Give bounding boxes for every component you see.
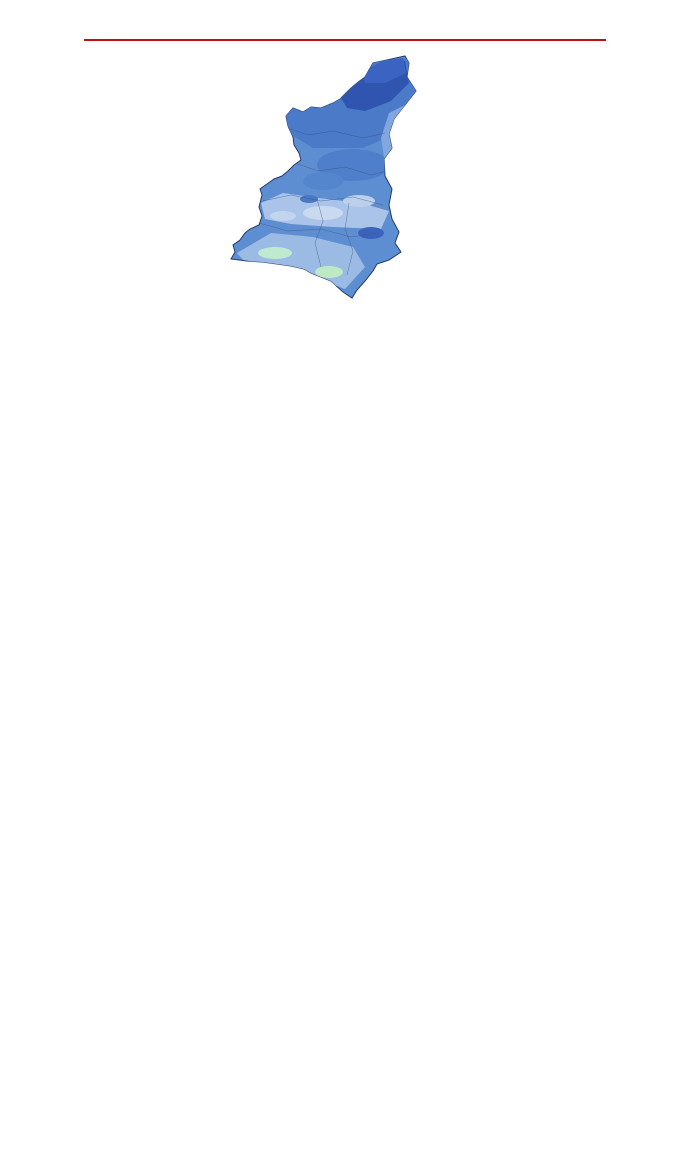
wind-forecast-map-block [0, 53, 690, 317]
issuer-line [84, 34, 606, 41]
shaanxi-wind-speed-map [213, 53, 505, 317]
province-shape [231, 56, 418, 298]
weather-bulletin-page [0, 34, 690, 1160]
